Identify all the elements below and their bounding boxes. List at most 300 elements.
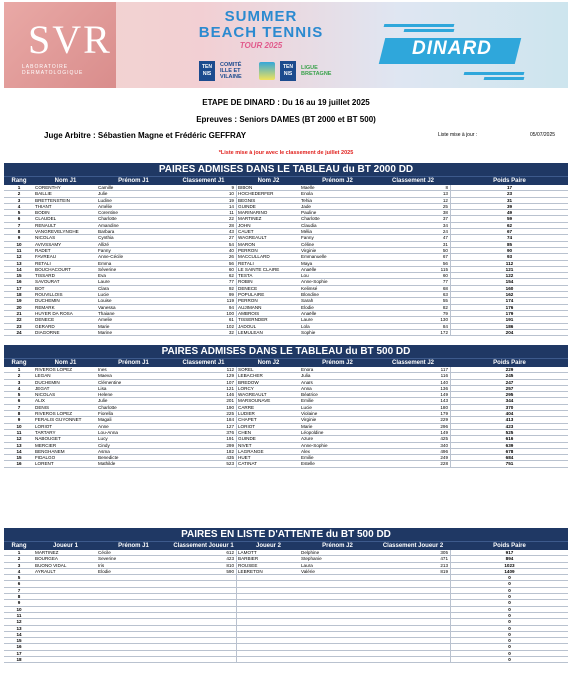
- cell-name-j1: DUCHEMIN: [35, 379, 60, 385]
- cell-ranking-j2: 117: [375, 367, 451, 372]
- bt2000-table: [4, 163, 568, 336]
- column-header-pair-weight: Poids Paire: [493, 543, 526, 549]
- cell-first-name-j2: [300, 644, 375, 649]
- cell-ranking-j2: [375, 613, 451, 618]
- cell-pair-weight: 370: [505, 404, 514, 410]
- cell-ranking-j1: 201: [170, 398, 237, 403]
- cell-pair-weight: 0: [508, 606, 511, 612]
- cell-first-name-j2: Anne-Sophie: [301, 442, 328, 448]
- cell-name-j1: BENGHANEM: [35, 448, 65, 454]
- cell-ranking-j2: [375, 575, 451, 580]
- cell-first-name-j1: Cynthia: [98, 235, 114, 241]
- cell-rank: 16: [16, 644, 22, 650]
- cell-ranking-j1: 146: [170, 392, 237, 397]
- cell-first-name-j1: Ludine: [98, 197, 112, 203]
- cell-ranking-j2: 84: [375, 324, 451, 329]
- cell-pair-weight: 0: [508, 625, 511, 631]
- cell-name-j2: BREDOW: [238, 379, 259, 385]
- cell-ranking-j1: [170, 644, 237, 649]
- cell-pair-weight: 0: [508, 612, 511, 618]
- cell-name-j1: DENIS: [35, 404, 50, 410]
- cell-name-j2: [237, 644, 300, 649]
- cell-rank: 15: [16, 455, 22, 461]
- cell-pair-weight: 295: [505, 392, 514, 398]
- cell-pair-weight: 49: [506, 210, 513, 216]
- cell-ranking-j2: 37: [375, 216, 451, 221]
- cell-first-name-j1: Charlotte: [98, 404, 117, 410]
- cell-ranking-j1: 129: [170, 373, 237, 378]
- cell-ranking-j1: 184: [170, 417, 237, 422]
- cell-first-name-j2: [300, 638, 375, 643]
- cell-pair-weight: 247: [505, 379, 514, 385]
- column-header-first-name-j2: Prénom J2: [322, 360, 353, 366]
- cell-name-j1: BAILLIE: [35, 191, 52, 197]
- cell-name-j1: VANGREVELYNGHE: [35, 229, 79, 235]
- cell-name-j1: LORENT: [35, 461, 54, 467]
- cell-ranking-j2: 12: [375, 198, 451, 203]
- cell-ranking-j2: 213: [375, 563, 451, 568]
- cell-name-j1: [34, 632, 97, 637]
- cell-pair-weight: 39: [506, 203, 513, 209]
- cell-pair-weight: 917: [505, 550, 514, 555]
- cell-first-name-j1: Fanny: [98, 247, 111, 253]
- cell-first-name-j2: Stephanie: [301, 556, 322, 562]
- cell-ranking-j1: 22: [170, 216, 237, 221]
- table-row: [4, 461, 568, 467]
- cell-rank: 22: [16, 317, 22, 323]
- cell-rank: 8: [17, 411, 21, 417]
- cell-first-name-j1: Lou-Anna: [98, 429, 118, 435]
- cell-pair-weight: 245: [505, 373, 514, 379]
- cell-rank: 9: [17, 600, 21, 606]
- column-header-name-j1: Joueur 1: [52, 543, 78, 549]
- cell-first-name-j2: [300, 600, 375, 605]
- cell-first-name-j1: Anne: [98, 423, 109, 429]
- cell-name-j2: GUINDE: [238, 203, 256, 209]
- cell-ranking-j2: 13: [375, 191, 451, 196]
- cell-ranking-j2: 68: [375, 286, 451, 291]
- cell-ranking-j1: [170, 594, 237, 599]
- cell-first-name-j2: [300, 632, 375, 637]
- cell-first-name-j2: Azure: [301, 436, 314, 442]
- committee-name: COMITÉ ILLE ET VILAINE: [220, 62, 242, 80]
- league-name: LIGUE BRETAGNE: [301, 65, 332, 77]
- dinard-title: DINARD: [412, 38, 492, 59]
- cell-name-j1: THIANT: [35, 203, 52, 209]
- cell-ranking-j1: [170, 581, 237, 586]
- cell-ranking-j1: 14: [170, 204, 237, 209]
- cell-first-name-j2: Laura: [301, 562, 313, 568]
- cell-name-j2: ROBIN: [238, 279, 253, 285]
- cell-rank: 7: [17, 404, 21, 410]
- cell-ranking-j2: 82: [375, 305, 451, 310]
- cell-pair-weight: 90: [506, 247, 513, 253]
- cell-rank: 3: [17, 379, 21, 385]
- cell-ranking-j1: [170, 651, 237, 656]
- cell-ranking-j1: 54: [170, 242, 237, 247]
- column-header-rank: Rang: [11, 360, 27, 366]
- cell-ranking-j1: 77: [170, 279, 237, 284]
- cell-ranking-j1: 121: [170, 386, 237, 391]
- cell-first-name-j2: Céline: [301, 241, 315, 247]
- cell-name-j1: JEGAT: [35, 385, 50, 391]
- cell-rank: 6: [17, 581, 21, 587]
- cell-rank: 14: [16, 448, 22, 454]
- cell-name-j1: AVIVSSAMY: [35, 241, 62, 247]
- cell-rank: 1: [17, 185, 21, 190]
- cell-first-name-j2: Marie: [301, 423, 313, 429]
- cell-pair-weight: 0: [508, 631, 511, 637]
- cell-name-j1: HUYER DA ROSA: [35, 310, 73, 316]
- cell-ranking-j1: 102: [170, 324, 237, 329]
- summer-beach-tennis-logo: [186, 9, 336, 51]
- cell-name-j2: PERRON: [238, 298, 258, 304]
- cell-pair-weight: 0: [508, 587, 511, 593]
- decor-stripe: [404, 29, 455, 32]
- waiting-list-table: [4, 528, 568, 663]
- cell-ranking-j1: 11: [170, 210, 237, 215]
- cell-name-j1: MARTINEZ: [35, 550, 59, 555]
- cell-pair-weight: 112: [505, 260, 514, 266]
- cell-name-j2: LEMULEAN: [238, 329, 263, 335]
- cell-first-name-j1: Ines: [98, 367, 107, 372]
- cell-rank: 10: [16, 241, 22, 247]
- cell-rank: 20: [16, 304, 22, 310]
- cell-first-name-j2: Fanny: [301, 235, 314, 241]
- cell-ranking-j1: 612: [170, 550, 237, 555]
- cell-name-j2: AUJIMANN: [238, 304, 262, 310]
- cell-pair-weight: 0: [508, 581, 511, 587]
- cell-ranking-j2: [375, 619, 451, 624]
- cell-first-name-j2: Pauline: [301, 210, 317, 216]
- cell-name-j2: CATINAT: [238, 461, 257, 467]
- column-header-rank: Rang: [11, 543, 27, 549]
- cell-name-j2: [237, 581, 300, 586]
- cell-first-name-j1: Barbara: [98, 229, 115, 235]
- cell-ranking-j2: 249: [375, 455, 451, 460]
- cell-name-j1: TARTARY: [35, 429, 56, 435]
- cell-name-j2: HUET: [238, 455, 251, 461]
- cell-ranking-j1: [170, 588, 237, 593]
- decor-stripe: [384, 24, 455, 27]
- cell-pair-weight: 62: [506, 222, 513, 228]
- cell-pair-weight: 186: [505, 323, 514, 329]
- cell-first-name-j1: [97, 638, 170, 643]
- column-header-ranking-j2: Classement J2: [391, 178, 435, 184]
- cell-name-j2: MARSOUNAVE: [238, 398, 271, 404]
- cell-first-name-j1: [97, 575, 170, 580]
- cell-ranking-j1: [170, 657, 237, 662]
- column-header-ranking-j2: Classement J2: [391, 360, 435, 366]
- svr-logo-subtitle: LABORATOIRE DERMATOLOGIQUE: [22, 64, 84, 76]
- column-header-name-j1: Nom J1: [54, 360, 77, 366]
- cell-name-j1: DENECE: [35, 317, 55, 323]
- cell-rank: 2: [17, 191, 21, 197]
- bt500-title: PAIRES ADMISES DANS LE TABLEAU du BT 500 DD: [4, 345, 568, 358]
- cell-first-name-j2: Anna: [301, 385, 312, 391]
- cell-ranking-j1: 19: [170, 198, 237, 203]
- cell-ranking-j1: [170, 613, 237, 618]
- cell-first-name-j2: [300, 594, 375, 599]
- cell-first-name-j1: Séverine: [98, 266, 117, 272]
- cell-ranking-j1: 56: [170, 261, 237, 266]
- cell-pair-weight: 162: [505, 292, 514, 298]
- column-header-first-name-j2: Prénom J2: [322, 543, 353, 549]
- cell-first-name-j2: Violaine: [301, 411, 318, 417]
- partner-logos: [199, 60, 335, 82]
- cell-ranking-j1: [170, 600, 237, 605]
- cell-ranking-j1: 32: [170, 330, 237, 335]
- cell-name-j1: MERCIER: [35, 442, 57, 448]
- cell-ranking-j2: [375, 600, 451, 605]
- cell-rank: 9: [17, 235, 21, 241]
- cell-rank: 5: [17, 575, 21, 581]
- cell-rank: 8: [17, 594, 21, 600]
- cell-name-j2: TISSERNDER: [238, 317, 268, 323]
- cell-name-j2: MARTINEZ: [238, 216, 262, 222]
- cell-rank: 11: [16, 247, 22, 253]
- cell-rank: 6: [17, 216, 21, 222]
- cell-first-name-j1: [97, 581, 170, 586]
- event-line1: SUMMER: [224, 8, 298, 25]
- cell-first-name-j2: Charlotte: [301, 216, 320, 222]
- cell-ranking-j1: [170, 632, 237, 637]
- cell-rank: 3: [17, 197, 21, 203]
- cell-name-j1: FAVREAU: [35, 254, 57, 260]
- cell-first-name-j2: Mélia: [301, 229, 312, 235]
- cell-first-name-j2: Anne-Sophie: [301, 279, 328, 285]
- cell-rank: 5: [17, 392, 21, 398]
- cell-first-name-j1: Maeva: [98, 373, 112, 379]
- cell-ranking-j2: 136: [375, 386, 451, 391]
- cell-name-j2: [237, 651, 300, 656]
- cell-pair-weight: 639: [505, 442, 514, 448]
- column-header-name-j2: Nom J2: [257, 178, 280, 184]
- cell-ranking-j1: [170, 638, 237, 643]
- cell-ranking-j1: 225: [170, 411, 237, 416]
- cell-name-j1: BOUCHACOURT: [35, 266, 71, 272]
- cell-first-name-j2: [300, 626, 375, 631]
- column-header-pair-weight: Poids Paire: [493, 178, 526, 184]
- cell-pair-weight: 74: [506, 235, 513, 241]
- cell-name-j1: RADET: [35, 247, 51, 253]
- cell-first-name-j1: Marie: [98, 323, 110, 329]
- table-row: [4, 657, 568, 663]
- cell-ranking-j1: 182: [170, 449, 237, 454]
- cell-pair-weight: 257: [505, 385, 514, 391]
- cell-ranking-j2: 340: [375, 443, 451, 448]
- bt2000-title: PAIRES ADMISES DANS LE TABLEAU du BT 2000 DD: [4, 163, 568, 176]
- cell-name-j1: [34, 600, 97, 605]
- cell-rank: 12: [16, 619, 22, 625]
- column-header-ranking-j1: Classement Joueur 1: [173, 543, 234, 549]
- column-header-name-j2: Joueur 2: [255, 543, 281, 549]
- cell-pair-weight: 0: [508, 619, 511, 625]
- cell-rank: 9: [17, 417, 21, 423]
- cell-first-name-j2: [300, 613, 375, 618]
- cell-pair-weight: 176: [505, 304, 514, 310]
- cell-ranking-j2: 56: [375, 261, 451, 266]
- cell-name-j2: LEBACHER: [238, 373, 263, 379]
- cell-name-j1: [34, 594, 97, 599]
- cell-rank: 6: [17, 398, 21, 404]
- tennis-league-logo-icon: TEN NIS: [280, 61, 296, 81]
- event-tour: TOUR 2025: [239, 41, 283, 50]
- cell-pair-weight: 191: [505, 317, 514, 323]
- cell-ranking-j1: 107: [170, 380, 237, 385]
- bt500-header: [4, 358, 568, 367]
- cell-pair-weight: 31: [506, 197, 513, 203]
- cell-rank: 13: [16, 625, 22, 631]
- cell-ranking-j2: 77: [375, 279, 451, 284]
- update-date: 05/07/2025: [530, 132, 556, 138]
- cell-name-j2: MARON: [238, 241, 256, 247]
- cell-first-name-j2: [300, 607, 375, 612]
- cell-name-j2: LAGRANGE: [238, 448, 264, 454]
- cell-first-name-j2: Elodie: [301, 304, 314, 310]
- cell-rank: 15: [16, 638, 22, 644]
- cell-rank: 21: [16, 310, 22, 316]
- column-header-first-name-j2: Prénom J2: [322, 178, 353, 184]
- cell-rank: 3: [17, 562, 21, 568]
- cell-first-name-j2: Kelimsé: [301, 285, 318, 291]
- cell-rank: 8: [17, 229, 21, 235]
- cell-name-j2: LAMOTT: [238, 550, 257, 555]
- cell-name-j2: CAUET: [238, 229, 254, 235]
- cell-name-j2: CHAPET: [238, 417, 257, 423]
- column-header-first-name-j1: Prénom J1: [118, 360, 149, 366]
- cell-rank: 10: [16, 423, 22, 429]
- decor-stripe: [484, 77, 525, 80]
- cell-first-name-j2: Emilie: [301, 455, 314, 461]
- cell-pair-weight: 204: [505, 329, 514, 335]
- cell-rank: 14: [16, 266, 22, 272]
- cell-first-name-j2: Léopoldine: [301, 429, 324, 435]
- cell-name-j2: [237, 594, 300, 599]
- cell-ranking-j2: 296: [375, 424, 451, 429]
- cell-name-j2: POPULAIRE: [238, 292, 265, 298]
- cell-rank: 23: [16, 323, 22, 329]
- cell-name-j1: ALIX: [35, 398, 45, 404]
- svr-logo: [4, 2, 116, 88]
- cell-name-j1: RIVEROS LOPEZ: [35, 411, 73, 417]
- cell-first-name-j1: Clémentine: [98, 379, 122, 385]
- cell-first-name-j1: Corentine: [98, 210, 118, 216]
- cell-pair-weight: 0: [508, 650, 511, 656]
- cell-ranking-j1: 376: [170, 430, 237, 435]
- update-label: Liste mise à jour :: [438, 132, 478, 138]
- column-header-first-name-j1: Prénom J1: [118, 543, 149, 549]
- cell-first-name-j1: [97, 600, 170, 605]
- cell-ranking-j2: 229: [375, 417, 451, 422]
- cell-first-name-j1: Marine: [98, 329, 113, 335]
- cell-first-name-j1: [97, 588, 170, 593]
- cell-first-name-j2: Jade: [301, 203, 311, 209]
- cell-name-j2: MACCULLARD: [238, 254, 270, 260]
- cell-name-j1: LORIOT: [35, 423, 53, 429]
- cell-name-j1: SAVOURAT: [35, 279, 60, 285]
- cell-rank: 15: [16, 273, 22, 279]
- cell-name-j1: DUCHEMIN: [35, 298, 60, 304]
- cell-pair-weight: 154: [505, 279, 514, 285]
- cell-first-name-j2: [300, 581, 375, 586]
- cell-first-name-j1: [97, 651, 170, 656]
- cell-ranking-j1: 10: [170, 191, 237, 196]
- cell-first-name-j1: Thaiane: [98, 310, 115, 316]
- event-banner: [4, 2, 568, 88]
- cell-name-j2: CARRE: [238, 404, 255, 410]
- cell-first-name-j1: Julie: [98, 191, 108, 197]
- cell-first-name-j2: Lucie: [301, 404, 312, 410]
- cell-ranking-j1: 92: [170, 286, 237, 291]
- cell-name-j2: JADOUL: [238, 323, 257, 329]
- column-header-ranking-j1: Classement J1: [182, 360, 225, 366]
- cell-first-name-j2: Emilie: [301, 398, 314, 404]
- cell-first-name-j1: [97, 594, 170, 599]
- cell-rank: 17: [16, 285, 22, 291]
- referee-line: Juge Arbitre : Sébastien Magne et Frédéric GEFFRAY: [44, 131, 247, 140]
- cell-pair-weight: 0: [508, 600, 511, 606]
- cell-name-j2: PERRON: [238, 247, 258, 253]
- cell-ranking-j2: 496: [375, 449, 451, 454]
- cell-rank: 19: [16, 298, 22, 304]
- cell-first-name-j1: Fiorella: [98, 411, 114, 417]
- cell-name-j1: [34, 626, 97, 631]
- cell-pair-weight: 0: [508, 638, 511, 644]
- cell-first-name-j1: Elodie: [98, 568, 111, 574]
- cell-first-name-j1: Camille: [98, 185, 114, 190]
- cell-ranking-j2: 140: [375, 380, 451, 385]
- cell-pair-weight: 751: [505, 461, 514, 467]
- cell-first-name-j2: Anaëlle: [301, 310, 317, 316]
- cell-rank: 17: [16, 650, 22, 656]
- cell-first-name-j2: Lola: [301, 323, 310, 329]
- cell-pair-weight: 894: [505, 556, 514, 562]
- cell-name-j2: [237, 657, 300, 662]
- cell-name-j2: LUDIER: [238, 411, 255, 417]
- cell-pair-weight: 344: [505, 398, 514, 404]
- cell-ranking-j2: [375, 638, 451, 643]
- cell-first-name-j1: Louise: [98, 298, 112, 304]
- cell-rank: 4: [17, 568, 21, 574]
- cell-pair-weight: 0: [508, 644, 511, 650]
- cell-first-name-j2: Emmanuelle: [301, 254, 327, 260]
- cell-name-j1: [34, 619, 97, 624]
- cell-name-j2: LORCY: [238, 385, 254, 391]
- cell-ranking-j1: 299: [170, 443, 237, 448]
- cell-first-name-j1: Lisa: [98, 385, 107, 391]
- cell-name-j1: AYRAULT: [35, 568, 56, 574]
- cell-ranking-j2: 116: [375, 373, 451, 378]
- cell-name-j1: [34, 581, 97, 586]
- cell-first-name-j1: Severine: [98, 556, 117, 562]
- cell-name-j2: BIBON: [238, 185, 253, 190]
- cell-first-name-j2: Sarah: [301, 298, 314, 304]
- cell-first-name-j1: Laure: [98, 279, 110, 285]
- cell-ranking-j1: 61: [170, 317, 237, 322]
- cell-ranking-j2: 471: [375, 556, 451, 561]
- cell-first-name-j2: Blondine: [301, 292, 319, 298]
- cell-name-j2: [237, 600, 300, 605]
- cell-ranking-j1: 523: [170, 461, 237, 466]
- cell-ranking-j2: 130: [375, 317, 451, 322]
- events-title: Epreuves : Seniors DAMES (BT 2000 et BT 500): [196, 115, 376, 124]
- cell-name-j2: HOCHEDERFER: [238, 191, 274, 197]
- cell-first-name-j2: [300, 657, 375, 662]
- cell-first-name-j2: [300, 575, 375, 580]
- cell-pair-weight: 616: [505, 436, 514, 442]
- cell-pair-weight: 59: [506, 216, 513, 222]
